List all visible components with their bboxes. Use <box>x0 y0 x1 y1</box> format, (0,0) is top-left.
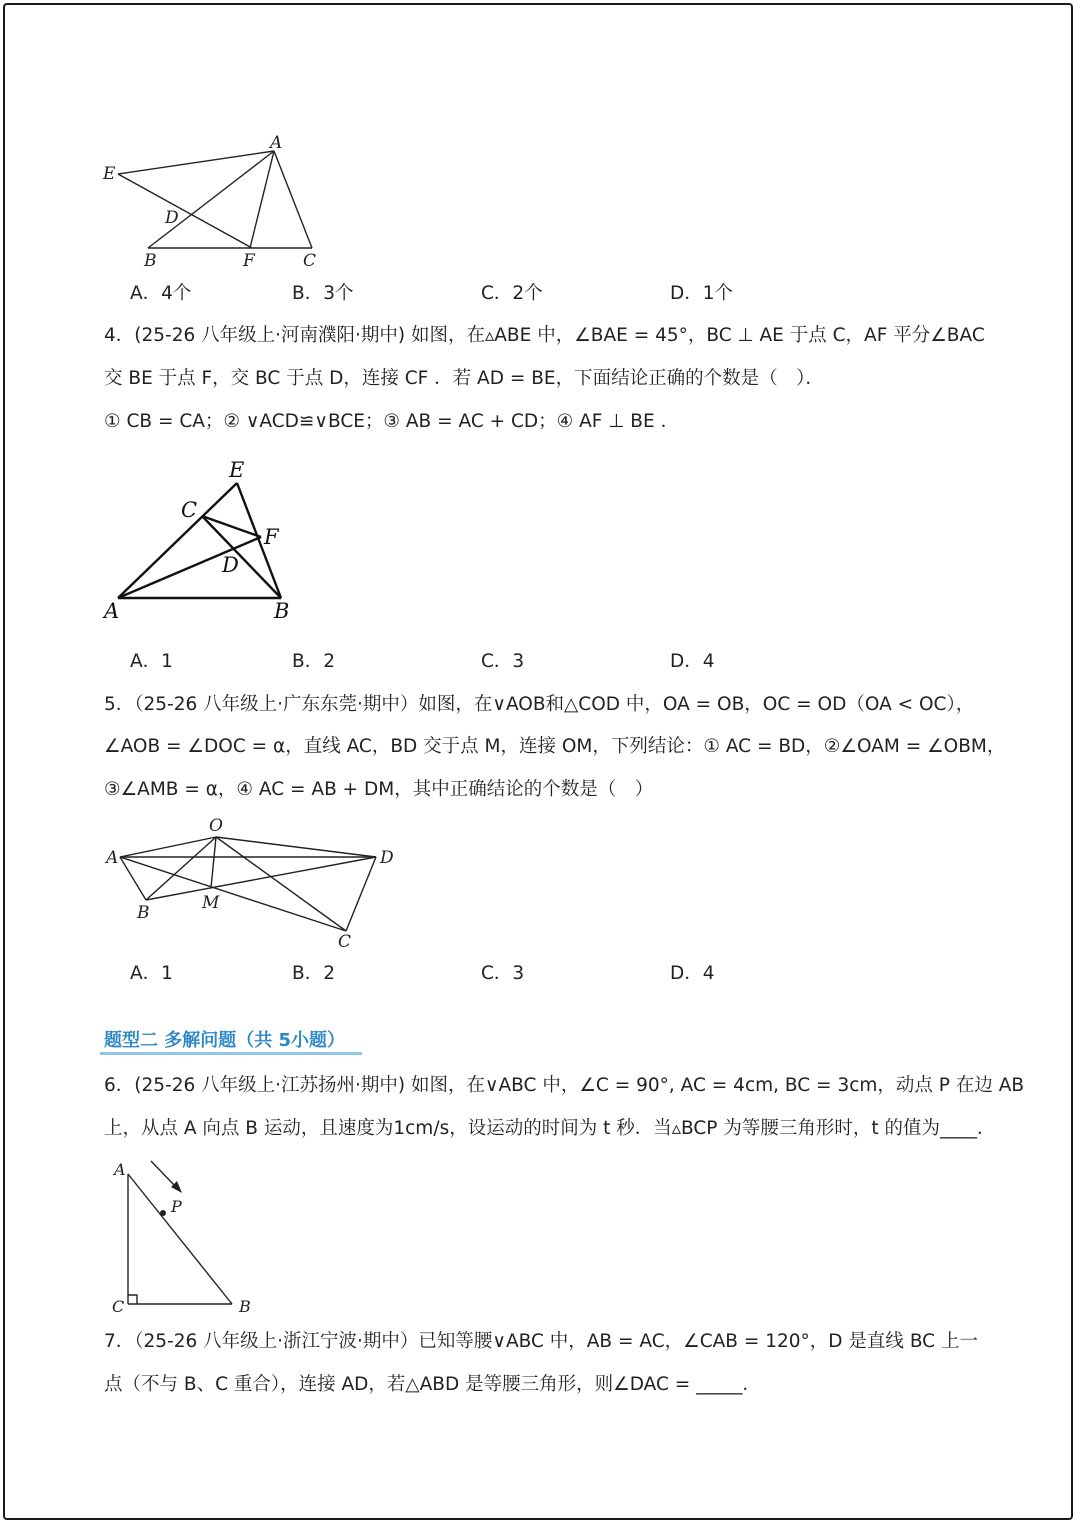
q5-text-line-1: 5．（25-26 八年级上·广东东莞·期中）如图，在∨AOB和△COD 中，OA = OB，OC = OD（OA < OC）， <box>104 694 975 715</box>
q5-label-A: A <box>106 848 119 868</box>
q4-label-C: C <box>181 498 198 522</box>
q3-option-a[interactable]: A．4个 <box>130 283 192 304</box>
q4-text-line-2: 交 BE 于点 F，交 BC 于点 D，连接 CF ．若 AD = BE，下面结论正确的个数是（ ）． <box>104 368 824 389</box>
q3-option-b[interactable]: B．3个 <box>292 283 354 304</box>
q4-text-line-3: ① CB = CA；② ∨ACD≌∨BCE；③ AB = AC + CD；④ AF ⊥ BE ． <box>104 411 680 432</box>
q3-label-F: F <box>243 251 255 271</box>
q4-option-b[interactable]: B．2 <box>292 651 335 672</box>
q5-figure <box>98 815 408 955</box>
q4-label-B: B <box>274 599 290 623</box>
q6-label-A: A <box>114 1160 126 1179</box>
q5-label-C: C <box>338 932 352 952</box>
q3-label-D: D <box>165 208 179 228</box>
q5-option-b[interactable]: B．2 <box>292 963 335 984</box>
q3-option-d[interactable]: D．1个 <box>670 283 734 304</box>
q5-text-line-2: ∠AOB = ∠DOC = α，直线 AC，BD 交于点 M，连接 OM，下列结论：① AC = BD，②∠OAM = ∠OBM， <box>104 736 1006 757</box>
section-underline <box>100 1052 362 1055</box>
q5-option-d[interactable]: D．4 <box>670 963 715 984</box>
q6-label-B: B <box>239 1297 251 1316</box>
q4-option-d[interactable]: D．4 <box>670 651 715 672</box>
q6-figure <box>98 1152 278 1322</box>
q5-label-M: M <box>202 893 220 913</box>
q6-label-C: C <box>112 1297 125 1316</box>
q5-label-O: O <box>209 816 223 836</box>
q5-option-c[interactable]: C．3 <box>481 963 525 984</box>
q5-option-a[interactable]: A．1 <box>130 963 173 984</box>
q4-figure <box>98 455 308 625</box>
q4-option-c[interactable]: C．3 <box>481 651 525 672</box>
q3-label-A: A <box>270 133 283 153</box>
q4-text-line-1: 4．(25-26 八年级上·河南濮阳·期中) 如图，在▵ABE 中，∠BAE = 45°，BC ⊥ AE 于点 C，AF 平分∠BAC <box>104 325 985 346</box>
q3-figure <box>98 130 338 275</box>
q6-label-P: P <box>171 1197 182 1216</box>
q4-label-E: E <box>229 458 245 482</box>
q6-text-line-2: 上，从点 A 向点 B 运动，且速度为1cm/s，设运动的时间为 t 秒．当▵BCP 为等腰三角形时，t 的值为____． <box>104 1118 996 1139</box>
q3-label-B: B <box>144 251 157 271</box>
q4-label-A: A <box>104 599 120 623</box>
q6-text-line-1: 6．(25-26 八年级上·江苏扬州·期中) 如图，在∨ABC 中，∠C = 90°, AC = 4cm, BC = 3cm，动点 P 在边 AB <box>104 1075 1025 1096</box>
q7-text-line-2: 点（不与 B、C 重合），连接 AD，若△ABD 是等腰三角形，则∠DAC = _____． <box>104 1374 761 1395</box>
q3-option-c[interactable]: C．2个 <box>481 283 543 304</box>
section-heading: 题型二 多解问题（共 5小题） <box>104 1030 346 1051</box>
q3-label-C: C <box>303 251 317 271</box>
q5-label-B: B <box>137 903 150 923</box>
q7-text-line-1: 7．（25-26 八年级上·浙江宁波·期中）已知等腰∨ABC 中，AB = AC，∠CAB = 120°，D 是直线 BC 上一 <box>104 1331 978 1352</box>
q4-option-a[interactable]: A．1 <box>130 651 173 672</box>
q5-text-line-3: ③∠AMB = α，④ AC = AB + DM，其中正确结论的个数是（ ） <box>104 779 654 800</box>
q5-label-D: D <box>380 848 394 868</box>
q4-label-F: F <box>264 525 279 549</box>
q4-label-D: D <box>222 553 239 577</box>
q3-label-E: E <box>103 164 116 184</box>
